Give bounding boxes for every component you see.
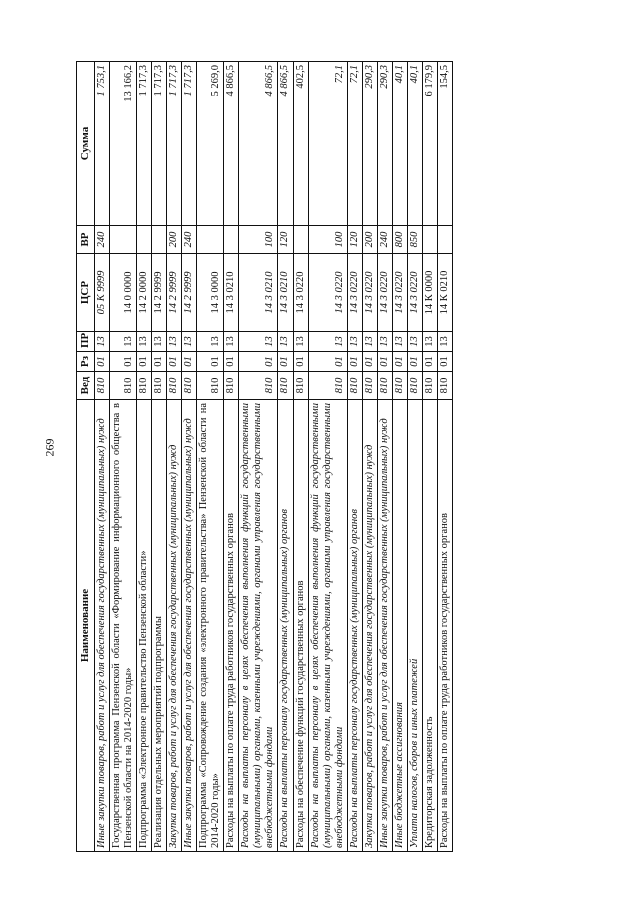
row-pr-cell: 13 [423, 332, 438, 352]
row-ved-cell: 810 [182, 372, 197, 400]
row-ved-cell: 810 [293, 372, 308, 400]
header-name: Наименование [77, 400, 95, 852]
row-csr-cell: 14 3 0000 [197, 254, 224, 332]
row-rz-cell: 01 [347, 352, 362, 372]
row-rz-cell: 01 [438, 352, 453, 372]
row-pr-cell: 13 [408, 332, 423, 352]
row-name-cell: Государственная программа Пензенской области «Формирование информационного общества в Пензенской области на 2014-2020 годы» [109, 400, 136, 852]
row-ved-cell: 810 [308, 372, 347, 400]
table-row [392, 62, 407, 852]
row-ved-cell: 810 [197, 372, 224, 400]
row-name-cell: Кредиторская задолженность [423, 400, 438, 852]
row-sum-cell: 72,1 [308, 62, 347, 226]
page-number: 269 [42, 438, 57, 457]
row-vr-cell: 200 [362, 226, 377, 254]
row-csr-cell: 14 3 0220 [377, 254, 392, 332]
row-vr-cell: 120 [278, 226, 293, 254]
row-vr-cell [438, 226, 453, 254]
row-csr-cell: 14 3 0210 [278, 254, 293, 332]
row-pr-cell: 13 [109, 332, 136, 352]
row-sum-cell: 13 166,2 [109, 62, 136, 226]
row-sum-cell: 72,1 [347, 62, 362, 226]
row-rz-cell: 01 [109, 352, 136, 372]
row-name-cell: Иные закупки товаров, работ и услуг для обеспечения государственных (муниципальных) нужд [182, 400, 197, 852]
row-sum-cell: 290,3 [362, 62, 377, 226]
row-ved-cell: 810 [423, 372, 438, 400]
row-rz-cell: 01 [166, 352, 181, 372]
row-rz-cell: 01 [377, 352, 392, 372]
row-name-cell: Иные закупки товаров, работ и услуг для обеспечения государственных (муниципальных) нужд [94, 400, 109, 852]
row-sum-cell: 40,1 [392, 62, 407, 226]
row-ved-cell: 810 [94, 372, 109, 400]
row-name-cell: Закупка товаров, работ и услуг для обеспечения государственных (муниципальных) нужд [362, 400, 377, 852]
row-pr-cell: 13 [347, 332, 362, 352]
table-row [293, 62, 308, 852]
row-ved-cell: 810 [438, 372, 453, 400]
row-name-cell: Уплата налогов, сборов и иных платежей [408, 400, 423, 852]
row-vr-cell: 240 [182, 226, 197, 254]
row-vr-cell: 100 [239, 226, 278, 254]
row-sum-cell: 40,1 [408, 62, 423, 226]
row-csr-cell: 14 2 0000 [136, 254, 151, 332]
row-csr-cell: 14 3 0220 [392, 254, 407, 332]
row-ved-cell: 810 [347, 372, 362, 400]
header-vr: ВР [77, 226, 95, 254]
row-csr-cell: 14 3 0220 [362, 254, 377, 332]
table-row [182, 62, 197, 852]
row-rz-cell: 01 [408, 352, 423, 372]
row-pr-cell: 13 [438, 332, 453, 352]
row-pr-cell: 13 [197, 332, 224, 352]
row-ved-cell: 810 [166, 372, 181, 400]
row-csr-cell: 14 2 9999 [151, 254, 166, 332]
row-rz-cell: 01 [278, 352, 293, 372]
row-csr-cell: 14 0 0000 [109, 254, 136, 332]
row-pr-cell: 13 [362, 332, 377, 352]
table-row [278, 62, 293, 852]
table-row [438, 62, 453, 852]
row-ved-cell: 810 [151, 372, 166, 400]
row-csr-cell: 14 2 9999 [166, 254, 181, 332]
row-ved-cell: 810 [224, 372, 239, 400]
budget-table [76, 61, 453, 852]
row-pr-cell: 13 [224, 332, 239, 352]
row-sum-cell: 1 717,3 [166, 62, 181, 226]
table-row [224, 62, 239, 852]
table-row [136, 62, 151, 852]
row-ved-cell: 810 [377, 372, 392, 400]
row-pr-cell: 13 [293, 332, 308, 352]
row-ved-cell: 810 [278, 372, 293, 400]
row-name-cell: Иные бюджетные ассигнования [392, 400, 407, 852]
header-rz: Рз [77, 352, 95, 372]
row-pr-cell: 13 [392, 332, 407, 352]
table-row [239, 62, 278, 852]
row-rz-cell: 01 [94, 352, 109, 372]
row-sum-cell: 1 753,1 [94, 62, 109, 226]
row-sum-cell: 402,5 [293, 62, 308, 226]
row-pr-cell: 13 [151, 332, 166, 352]
table-row [347, 62, 362, 852]
row-rz-cell: 01 [224, 352, 239, 372]
row-ved-cell: 810 [239, 372, 278, 400]
row-rz-cell: 01 [197, 352, 224, 372]
table-row [166, 62, 181, 852]
row-name-cell: Подпрограмма «Сопровождение создания «электронного правительства» Пензенской области на 2014-2020 годы» [197, 400, 224, 852]
row-ved-cell: 810 [408, 372, 423, 400]
row-pr-cell: 13 [377, 332, 392, 352]
row-name-cell: Реализация отдельных мероприятий подпрограммы [151, 400, 166, 852]
row-pr-cell: 13 [166, 332, 181, 352]
row-vr-cell: 100 [308, 226, 347, 254]
row-vr-cell [197, 226, 224, 254]
header-csr: ЦСР [77, 254, 95, 332]
row-name-cell: Расходы на выплаты персоналу в целях обеспечения выполнения функций государственными (муниципальными) органами, казенными учреждениями, органами управления государственными внебюджетными фондами [239, 400, 278, 852]
row-sum-cell: 1 717,3 [182, 62, 197, 226]
row-csr-cell: 14 К 0210 [438, 254, 453, 332]
row-csr-cell: 14 3 0220 [408, 254, 423, 332]
row-pr-cell: 13 [182, 332, 197, 352]
row-csr-cell: 05 К 9999 [94, 254, 109, 332]
row-name-cell: Расходы на выплаты по оплате труда работников государственных органов [224, 400, 239, 852]
row-rz-cell: 01 [308, 352, 347, 372]
table-row [423, 62, 438, 852]
table-row [197, 62, 224, 852]
row-csr-cell: 14 2 9999 [182, 254, 197, 332]
row-rz-cell: 01 [136, 352, 151, 372]
row-csr-cell: 14 3 0220 [308, 254, 347, 332]
table-row [109, 62, 136, 852]
row-csr-cell: 14 3 0220 [293, 254, 308, 332]
row-name-cell: Расходы на выплаты по оплате труда работников государственных органов [438, 400, 453, 852]
row-rz-cell: 01 [239, 352, 278, 372]
row-sum-cell: 4 866,5 [278, 62, 293, 226]
row-vr-cell [224, 226, 239, 254]
row-ved-cell: 810 [362, 372, 377, 400]
row-vr-cell: 120 [347, 226, 362, 254]
table-row [362, 62, 377, 852]
row-sum-cell: 290,3 [377, 62, 392, 226]
row-sum-cell: 1 717,3 [136, 62, 151, 226]
table-header-row [77, 62, 95, 852]
row-rz-cell: 01 [182, 352, 197, 372]
row-vr-cell [151, 226, 166, 254]
row-sum-cell: 1 717,3 [151, 62, 166, 226]
row-sum-cell: 4 866,5 [239, 62, 278, 226]
row-vr-cell: 240 [94, 226, 109, 254]
row-rz-cell: 01 [392, 352, 407, 372]
row-pr-cell: 13 [94, 332, 109, 352]
row-ved-cell: 810 [109, 372, 136, 400]
table-row [377, 62, 392, 852]
table-row [94, 62, 109, 852]
row-vr-cell: 800 [392, 226, 407, 254]
row-vr-cell: 850 [408, 226, 423, 254]
row-rz-cell: 01 [151, 352, 166, 372]
table-row [151, 62, 166, 852]
budget-table-container [76, 62, 453, 852]
row-ved-cell: 810 [136, 372, 151, 400]
row-sum-cell: 4 866,5 [224, 62, 239, 226]
header-sum: Сумма [77, 62, 95, 226]
row-rz-cell: 01 [423, 352, 438, 372]
row-vr-cell [109, 226, 136, 254]
row-vr-cell [293, 226, 308, 254]
row-rz-cell: 01 [293, 352, 308, 372]
row-name-cell: Подпрограмма «Электронное правительство Пензенской области» [136, 400, 151, 852]
row-name-cell: Иные закупки товаров, работ и услуг для обеспечения государственных (муниципальных) нужд [377, 400, 392, 852]
row-name-cell: Расходы на выплаты персоналу государственных (муниципальных) органов [347, 400, 362, 852]
row-vr-cell [423, 226, 438, 254]
row-name-cell: Расходы на выплаты персоналу в целях обеспечения выполнения функций государственными (муниципальными) органами, казенными учреждениями, органами управления государственными внебюджетными фондами [308, 400, 347, 852]
row-pr-cell: 13 [239, 332, 278, 352]
row-csr-cell: 14 К 0000 [423, 254, 438, 332]
row-name-cell: Закупка товаров, работ и услуг для обеспечения государственных (муниципальных) нужд [166, 400, 181, 852]
row-vr-cell [136, 226, 151, 254]
table-row [408, 62, 423, 852]
row-sum-cell: 6 179,9 [423, 62, 438, 226]
row-pr-cell: 13 [278, 332, 293, 352]
row-sum-cell: 154,5 [438, 62, 453, 226]
row-pr-cell: 13 [308, 332, 347, 352]
header-pr: ПР [77, 332, 95, 352]
header-ved: Вед [77, 372, 95, 400]
row-name-cell: Расходы на выплаты персоналу государственных (муниципальных) органов [278, 400, 293, 852]
row-pr-cell: 13 [136, 332, 151, 352]
row-ved-cell: 810 [392, 372, 407, 400]
row-sum-cell: 5 269,0 [197, 62, 224, 226]
row-rz-cell: 01 [362, 352, 377, 372]
row-csr-cell: 14 3 0210 [224, 254, 239, 332]
table-body [94, 62, 453, 852]
row-csr-cell: 14 3 0220 [347, 254, 362, 332]
row-vr-cell: 200 [166, 226, 181, 254]
table-row [308, 62, 347, 852]
row-vr-cell: 240 [377, 226, 392, 254]
row-name-cell: Расходы на обеспечение функций государственных органов [293, 400, 308, 852]
row-csr-cell: 14 3 0210 [239, 254, 278, 332]
